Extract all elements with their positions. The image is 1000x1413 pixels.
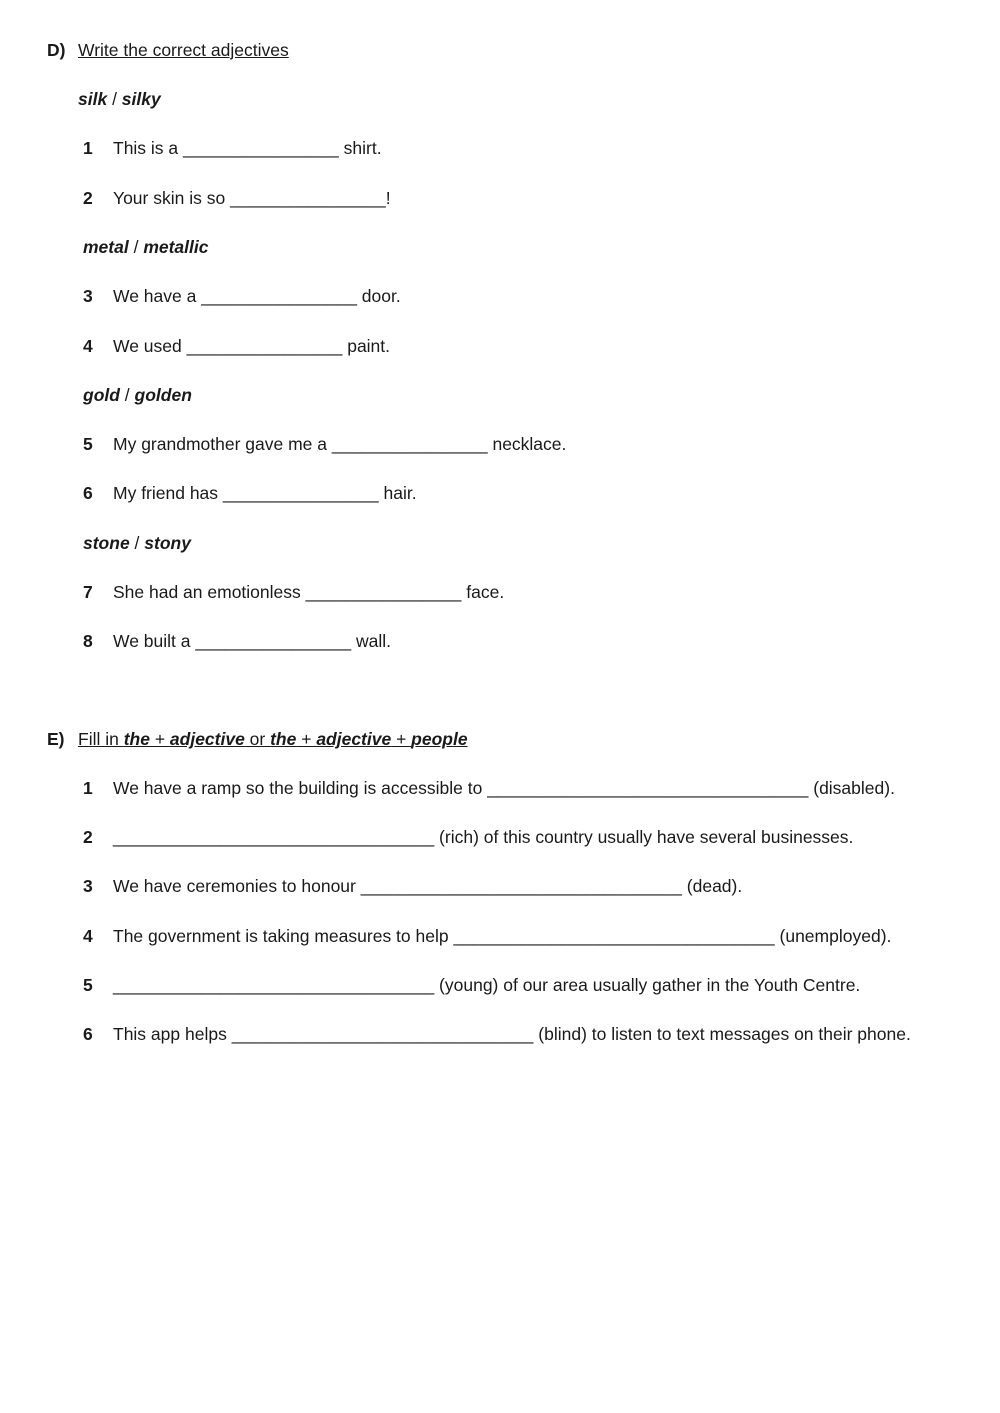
word-noun: stone	[83, 533, 130, 553]
title-people: people	[411, 729, 468, 749]
sentence-after: hair.	[378, 483, 417, 503]
sentence-after: (dead).	[681, 876, 743, 896]
answer-blank[interactable]: _______________________________	[231, 1024, 534, 1044]
title-adjective: adjective	[169, 729, 245, 749]
item-number: 2	[83, 188, 93, 208]
sentence-after: (disabled).	[808, 778, 895, 798]
item-number: 5	[83, 434, 93, 454]
word-pair	[78, 88, 161, 110]
sentence-after: paint.	[342, 336, 391, 356]
sentence-before: She had an emotionless	[113, 582, 306, 602]
sentence-before: We used	[113, 336, 187, 356]
item-number: 2	[83, 827, 93, 847]
word-adjective: golden	[134, 385, 192, 405]
item-number: 1	[83, 138, 93, 158]
word-adjective: metallic	[143, 237, 209, 257]
answer-blank[interactable]: ________________	[331, 434, 488, 454]
title-the: the	[123, 729, 150, 749]
word-noun: gold	[83, 385, 120, 405]
item-number: 6	[83, 1024, 93, 1044]
word-separator: /	[128, 237, 144, 257]
sentence-after: door.	[356, 286, 401, 306]
sentence-after: (young) of our area usually gather in the Youth Centre.	[434, 975, 861, 995]
word-pair	[83, 532, 191, 554]
title-the: the	[270, 729, 297, 749]
item-number: 4	[83, 336, 93, 356]
section-e-title	[78, 728, 468, 750]
item-sentence	[113, 433, 566, 455]
sentence-after: face.	[461, 582, 505, 602]
word-adjective: silky	[121, 89, 161, 109]
sentence-after: !	[385, 188, 391, 208]
item-sentence	[113, 581, 504, 603]
item-number: 3	[83, 286, 93, 306]
word-separator: /	[129, 533, 145, 553]
answer-blank[interactable]: _________________________________	[113, 827, 435, 847]
item-number: 1	[83, 778, 93, 798]
item-sentence	[113, 482, 417, 504]
answer-blank[interactable]: _________________________________	[487, 778, 809, 798]
sentence-before: Your skin is so	[113, 188, 231, 208]
item-sentence	[113, 630, 391, 652]
sentence-before: This app helps	[113, 1024, 232, 1044]
item-sentence	[113, 285, 401, 307]
word-separator: /	[107, 89, 122, 109]
item-sentence	[113, 925, 891, 947]
answer-blank[interactable]: _________________________________	[113, 975, 435, 995]
answer-blank[interactable]: _________________________________	[453, 926, 775, 946]
section-d-title: Write the correct adjectives	[78, 40, 289, 60]
sentence-before: This is a	[113, 138, 184, 158]
answer-blank[interactable]: ________________	[222, 483, 379, 503]
item-sentence	[113, 875, 742, 897]
answer-blank[interactable]: ________________	[195, 631, 352, 651]
item-number: 4	[83, 926, 93, 946]
title-adjective: adjective	[316, 729, 392, 749]
word-pair	[83, 384, 192, 406]
sentence-after: wall.	[351, 631, 391, 651]
item-sentence	[113, 137, 382, 159]
title-plus: +	[296, 729, 317, 749]
sentence-after: necklace.	[487, 434, 567, 454]
item-sentence	[113, 974, 860, 996]
item-sentence	[113, 826, 853, 848]
title-plus: +	[391, 729, 412, 749]
sentence-before: My grandmother gave me a	[113, 434, 332, 454]
section-e-label: E)	[47, 729, 65, 749]
answer-blank[interactable]: ________________	[183, 138, 339, 158]
sentence-after: shirt.	[338, 138, 382, 158]
word-separator: /	[119, 385, 135, 405]
sentence-before: My friend has	[113, 483, 223, 503]
answer-blank[interactable]: ________________	[201, 286, 357, 306]
item-number: 8	[83, 631, 93, 651]
sentence-after: (unemployed).	[774, 926, 892, 946]
answer-blank[interactable]: ________________	[230, 188, 386, 208]
word-noun: silk	[78, 89, 108, 109]
sentence-after: (blind) to listen to text messages on their phone.	[533, 1024, 911, 1044]
sentence-before: We built a	[113, 631, 196, 651]
word-noun: metal	[83, 237, 129, 257]
item-sentence	[113, 1023, 911, 1045]
item-number: 3	[83, 876, 93, 896]
sentence-before: We have ceremonies to honour	[113, 876, 361, 896]
item-number: 5	[83, 975, 93, 995]
title-plus: +	[149, 729, 170, 749]
sentence-before: We have a ramp so the building is accessible to	[113, 778, 488, 798]
title-text: Fill in	[78, 729, 124, 749]
title-or: or	[244, 729, 271, 749]
item-number: 6	[83, 483, 93, 503]
item-sentence	[113, 777, 895, 799]
sentence-before: We have a	[113, 286, 202, 306]
answer-blank[interactable]: ________________	[186, 336, 343, 356]
sentence-before: The government is taking measures to help	[113, 926, 454, 946]
item-number: 7	[83, 582, 93, 602]
section-d-label: D)	[47, 40, 66, 60]
answer-blank[interactable]: _________________________________	[360, 876, 682, 896]
word-adjective: stony	[144, 533, 191, 553]
answer-blank[interactable]: ________________	[305, 582, 462, 602]
sentence-after: (rich) of this country usually have several businesses.	[434, 827, 854, 847]
item-sentence	[113, 187, 391, 209]
word-pair	[83, 236, 209, 258]
item-sentence	[113, 335, 390, 357]
